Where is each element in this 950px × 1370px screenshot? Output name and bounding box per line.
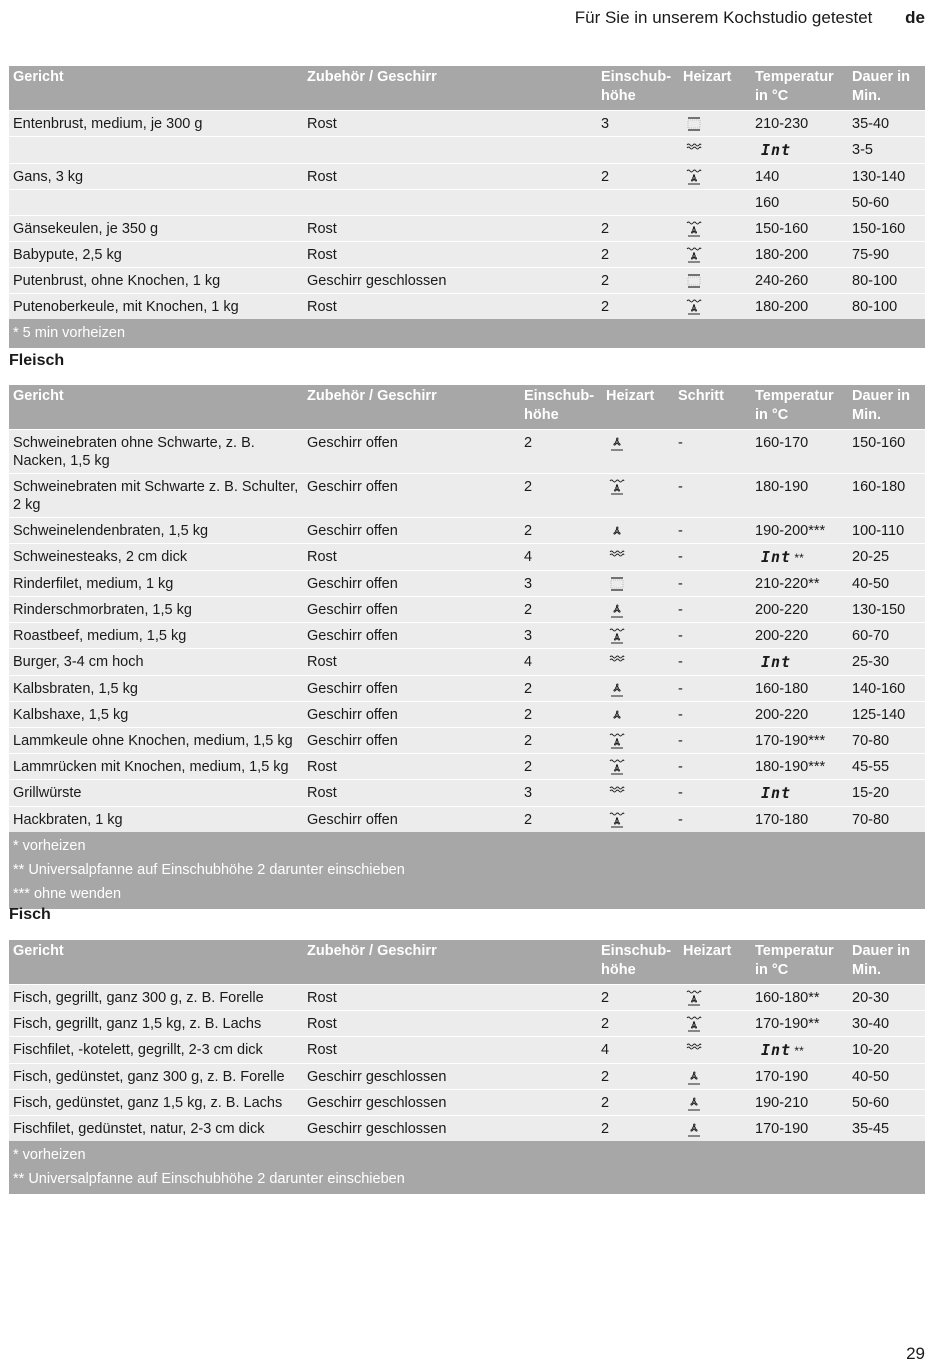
table-cell [679,1064,751,1090]
table-cell: 2 [597,268,679,294]
header-title: Für Sie in unserem Kochstudio getestet [574,8,873,27]
table-cell: - [674,728,751,754]
table-cell: 80-100 [848,268,925,294]
table-cell: Geschirr offen [303,597,520,623]
table-cell: 180-200 [751,242,848,268]
table-cell: 2 [597,1116,679,1142]
language-code: de [905,8,925,27]
table-cell: Geschirr geschlossen [303,268,597,294]
table-cell: 3 [520,623,602,649]
table-cell: 80-100 [848,294,925,320]
table-cell: Geschirr offen [303,728,520,754]
intensive-level-icon: Int [761,1041,792,1059]
table-cell [602,544,674,571]
table-cell: 35-45 [848,1116,925,1142]
table-cell: - [674,623,751,649]
table-cell: Geschirr offen [303,474,520,518]
table-cell: Geschirr offen [303,571,520,597]
table-header-row [9,385,925,430]
table-cell: Geschirr geschlossen [303,1064,597,1090]
column-header: Dauer in Min. [848,66,925,111]
column-header: Schritt [674,385,751,430]
section-title-fleisch: Fleisch [9,352,65,369]
table-cell: Lammrücken mit Knochen, medium, 1,5 kg [9,754,303,780]
table-row [9,137,925,164]
table-row [9,754,925,780]
hot-air-icon [608,523,626,539]
table-cell: 160-180 [751,676,848,702]
table-cell [602,474,674,518]
footnotes [9,319,925,348]
table-cell: Fisch, gedünstet, ganz 300 g, z. B. Forelle [9,1064,303,1090]
table-cell [679,294,751,320]
fan-bottom-heat-icon [608,681,626,697]
table-cell: 2 [597,1090,679,1116]
table-cell [602,571,674,597]
table-cell: Gans, 3 kg [9,164,303,190]
table-cell: Geschirr offen [303,676,520,702]
table-cell: Fischfilet, -kotelett, gegrillt, 2-3 cm dick [9,1037,303,1064]
table-cell: 30-40 [848,1011,925,1037]
top-bottom-heat-icon [685,273,703,289]
section-title-fisch: Fisch [9,906,51,923]
table-cell: 3 [520,780,602,807]
column-header: Heizart [679,66,751,111]
footnote: ** Universalpfanne auf Einschubhöhe 2 darunter einschieben [13,862,405,878]
table-cell: Rost [303,1011,597,1037]
table-cell: 2 [520,702,602,728]
table-cell [597,190,679,216]
table-cell [679,1037,751,1064]
table-cell [751,649,848,676]
table-row [9,1011,925,1037]
table-row [9,676,925,702]
circo-roast-icon [608,628,626,644]
table-cell: 125-140 [848,702,925,728]
circo-roast-icon [685,990,703,1006]
table-cell: 4 [520,649,602,676]
grill-icon [608,549,626,565]
table-cell [751,780,848,807]
table-cell: Hackbraten, 1 kg [9,807,303,833]
fan-bottom-heat-icon [685,1095,703,1111]
table-cell [303,137,597,164]
table-cell: 140-160 [848,676,925,702]
footnote: ** Universalpfanne auf Einschubhöhe 2 darunter einschieben [13,1171,405,1187]
table-cell: - [674,597,751,623]
circo-roast-icon [685,169,703,185]
table-cell: 200-220 [751,623,848,649]
table-cell: - [674,649,751,676]
table-cell: 200-220 [751,597,848,623]
table-cell: 210-220** [751,571,848,597]
grill-icon [608,654,626,670]
table-cell: - [674,518,751,544]
table-cell: 4 [597,1037,679,1064]
table-cell [679,1090,751,1116]
table-cell: 2 [597,164,679,190]
circo-roast-icon [685,221,703,237]
table-cell: Rost [303,216,597,242]
table-cell: 130-140 [848,164,925,190]
table-header-row [9,66,925,111]
table-cell [602,676,674,702]
table-cell [679,985,751,1011]
table-cell: 2 [520,728,602,754]
page-header [575,8,925,28]
table-cell: 25-30 [848,649,925,676]
intensive-level-icon: Int [761,548,792,566]
table-cell: Schweinebraten ohne Schwarte, z. B. Nacken, 1,5 kg [9,430,303,474]
table-poultry [9,66,925,348]
table-row [9,597,925,623]
table-cell: 180-190*** [751,754,848,780]
table-cell: 45-55 [848,754,925,780]
table-row [9,1064,925,1090]
table-cell: 2 [597,1064,679,1090]
table-cell [751,544,848,571]
table-cell: Rost [303,544,520,571]
table-cell: 2 [597,242,679,268]
column-header: Einschub- höhe [597,940,679,985]
table-cell: 180-190 [751,474,848,518]
table-cell: Fischfilet, gedünstet, natur, 2-3 cm dick [9,1116,303,1142]
table-cell: Rost [303,985,597,1011]
table-row [9,474,925,518]
table-cell [303,190,597,216]
intensive-level-icon: Int [761,141,792,159]
grill-icon [685,142,703,158]
table-fish [9,940,925,1194]
table-cell: 140 [751,164,848,190]
table-cell: 210-230 [751,111,848,137]
table-cell: 130-150 [848,597,925,623]
table-row [9,294,925,320]
table-cell: Rost [303,780,520,807]
table-cell [679,242,751,268]
table-cell: 20-25 [848,544,925,571]
page-number: 29 [906,1344,925,1363]
fan-bottom-heat-icon [685,1069,703,1085]
table-cell: Grillwürste [9,780,303,807]
table-cell: - [674,474,751,518]
table-cell: 240-260 [751,268,848,294]
table-cell: 70-80 [848,728,925,754]
table-cell: 3 [597,111,679,137]
table-cell [679,164,751,190]
table-cell: Kalbshaxe, 1,5 kg [9,702,303,728]
footnote: *** ohne wenden [13,886,122,902]
table-cell [602,597,674,623]
table-cell: 60-70 [848,623,925,649]
table-cell: Geschirr geschlossen [303,1090,597,1116]
table-cell [602,754,674,780]
footnote-mark: ** [791,1044,804,1058]
table-cell: 2 [520,518,602,544]
table-cell: 190-210 [751,1090,848,1116]
table-cell: 2 [597,1011,679,1037]
table-cell: Babypute, 2,5 kg [9,242,303,268]
table-row [9,780,925,807]
table-cell: 4 [520,544,602,571]
footnote-row [9,832,925,909]
table-cell: Rinderschmorbraten, 1,5 kg [9,597,303,623]
table-cell: Geschirr offen [303,623,520,649]
column-header: Zubehör / Geschirr [303,385,520,430]
table-cell: Gänsekeulen, je 350 g [9,216,303,242]
fan-bottom-heat-icon [608,602,626,618]
table-cell: 150-160 [751,216,848,242]
table-cell: Rost [303,1037,597,1064]
table-cell: 180-200 [751,294,848,320]
intensive-level-icon: Int [761,784,792,802]
column-header: Einschub- höhe [597,66,679,111]
circo-roast-icon [608,812,626,828]
column-header: Heizart [679,940,751,985]
table-cell: 2 [597,985,679,1011]
table-row [9,216,925,242]
table-row [9,1116,925,1142]
table-cell: 190-200*** [751,518,848,544]
footnote-mark: ** [791,551,804,565]
intensive-level-icon: Int [761,653,792,671]
column-header: Temperatur in °C [751,940,848,985]
table-cell [679,1116,751,1142]
table-cell [679,190,751,216]
footnote: * vorheizen [13,1147,86,1163]
table-cell: Schweinesteaks, 2 cm dick [9,544,303,571]
table-cell: Rinderfilet, medium, 1 kg [9,571,303,597]
table-cell [602,623,674,649]
table-row [9,702,925,728]
circo-roast-icon [685,1016,703,1032]
table-row [9,1037,925,1064]
circo-roast-icon [608,759,626,775]
table-cell [679,268,751,294]
table-cell [679,137,751,164]
table-row [9,571,925,597]
table-cell [9,137,303,164]
table-cell: Rost [303,111,597,137]
table-cell: Fisch, gegrillt, ganz 300 g, z. B. Forelle [9,985,303,1011]
footnote-row [9,319,925,348]
table-cell: Geschirr geschlossen [303,1116,597,1142]
table-cell [602,702,674,728]
table-cell: 3-5 [848,137,925,164]
table-row [9,1090,925,1116]
table-cell: 75-90 [848,242,925,268]
table-cell: Fisch, gedünstet, ganz 1,5 kg, z. B. Lachs [9,1090,303,1116]
table-cell: Geschirr offen [303,430,520,474]
table-cell: Rost [303,754,520,780]
column-header: Dauer in Min. [848,940,925,985]
table-cell [751,1037,848,1064]
table-meat [9,385,925,909]
table-cell: Putenbrust, ohne Knochen, 1 kg [9,268,303,294]
fan-bottom-heat-icon [685,1121,703,1137]
column-header: Dauer in Min. [848,385,925,430]
table-cell: 150-160 [848,216,925,242]
table-cell: Rost [303,164,597,190]
table-cell: 170-190** [751,1011,848,1037]
table-header-row [9,940,925,985]
table-cell: - [674,571,751,597]
table-cell: 2 [520,597,602,623]
table-cell: Lammkeule ohne Knochen, medium, 1,5 kg [9,728,303,754]
column-header: Temperatur in °C [751,66,848,111]
table-cell: 170-190 [751,1064,848,1090]
footnote-row [9,1141,925,1194]
table-cell: 160-170 [751,430,848,474]
table-cell: - [674,676,751,702]
column-header: Gericht [9,385,303,430]
table-cell: Fisch, gegrillt, ganz 1,5 kg, z. B. Lachs [9,1011,303,1037]
table-cell: Burger, 3-4 cm hoch [9,649,303,676]
column-header: Gericht [9,940,303,985]
table-cell: Rost [303,242,597,268]
table-cell: - [674,807,751,833]
table-cell [602,430,674,474]
table-cell: 160-180** [751,985,848,1011]
table-cell: 150-160 [848,430,925,474]
table-cell [602,728,674,754]
table-cell: Geschirr offen [303,807,520,833]
table-row [9,544,925,571]
table-cell: 70-80 [848,807,925,833]
table-cell: - [674,780,751,807]
table-cell: Geschirr offen [303,702,520,728]
table-cell: 170-190*** [751,728,848,754]
table-cell [602,807,674,833]
top-bottom-heat-icon [608,576,626,592]
grill-icon [608,785,626,801]
footnote: * vorheizen [13,838,86,854]
table-row [9,268,925,294]
table-cell [679,111,751,137]
table-cell: 2 [520,430,602,474]
column-header: Zubehör / Geschirr [303,66,597,111]
table-cell [602,649,674,676]
table-cell: 2 [597,216,679,242]
table-cell: Geschirr offen [303,518,520,544]
table-row [9,985,925,1011]
fan-bottom-heat-icon [608,435,626,451]
circo-roast-icon [608,733,626,749]
table-cell: Rost [303,294,597,320]
table-cell: 170-190 [751,1116,848,1142]
table-cell: 50-60 [848,190,925,216]
footnotes [9,1141,925,1194]
table-cell: 35-40 [848,111,925,137]
table-row [9,649,925,676]
table-cell [597,137,679,164]
table-cell: 2 [520,676,602,702]
table-cell [751,137,848,164]
table-cell: Kalbsbraten, 1,5 kg [9,676,303,702]
table-cell: - [674,754,751,780]
table-cell: Schweinelendenbraten, 1,5 kg [9,518,303,544]
table-row [9,623,925,649]
table-cell: 15-20 [848,780,925,807]
column-header: Einschub- höhe [520,385,602,430]
table-cell [679,1011,751,1037]
table-row [9,190,925,216]
table-cell: 10-20 [848,1037,925,1064]
footnotes [9,832,925,909]
table-cell: 160 [751,190,848,216]
table-row [9,807,925,833]
table-cell: 2 [520,754,602,780]
table-cell: 100-110 [848,518,925,544]
table-cell: 160-180 [848,474,925,518]
table-cell [602,780,674,807]
table-cell [9,190,303,216]
table-cell: 170-180 [751,807,848,833]
table-cell: 40-50 [848,1064,925,1090]
column-header: Heizart [602,385,674,430]
table-cell: 2 [520,807,602,833]
hot-air-icon [608,707,626,723]
table-cell: - [674,430,751,474]
footnote: * 5 min vorheizen [13,325,126,341]
table-row [9,430,925,474]
column-header: Temperatur in °C [751,385,848,430]
table-cell: Entenbrust, medium, je 300 g [9,111,303,137]
top-bottom-heat-icon [685,116,703,132]
circo-roast-icon [608,479,626,495]
table-cell: 2 [520,474,602,518]
circo-roast-icon [685,247,703,263]
table-cell: Roastbeef, medium, 1,5 kg [9,623,303,649]
table-cell [679,216,751,242]
table-cell: - [674,544,751,571]
table-row [9,164,925,190]
table-cell: 40-50 [848,571,925,597]
grill-icon [685,1042,703,1058]
table-cell: 200-220 [751,702,848,728]
table-cell: 2 [597,294,679,320]
column-header: Zubehör / Geschirr [303,940,597,985]
table-cell: Putenoberkeule, mit Knochen, 1 kg [9,294,303,320]
table-row [9,111,925,137]
table-cell [602,518,674,544]
table-cell: 50-60 [848,1090,925,1116]
table-cell: Schweinebraten mit Schwarte z. B. Schulter, 2 kg [9,474,303,518]
column-header: Gericht [9,66,303,111]
table-cell: 20-30 [848,985,925,1011]
table-row [9,728,925,754]
table-cell: Rost [303,649,520,676]
table-row [9,242,925,268]
table-cell: - [674,702,751,728]
circo-roast-icon [685,299,703,315]
table-row [9,518,925,544]
table-cell: 3 [520,571,602,597]
